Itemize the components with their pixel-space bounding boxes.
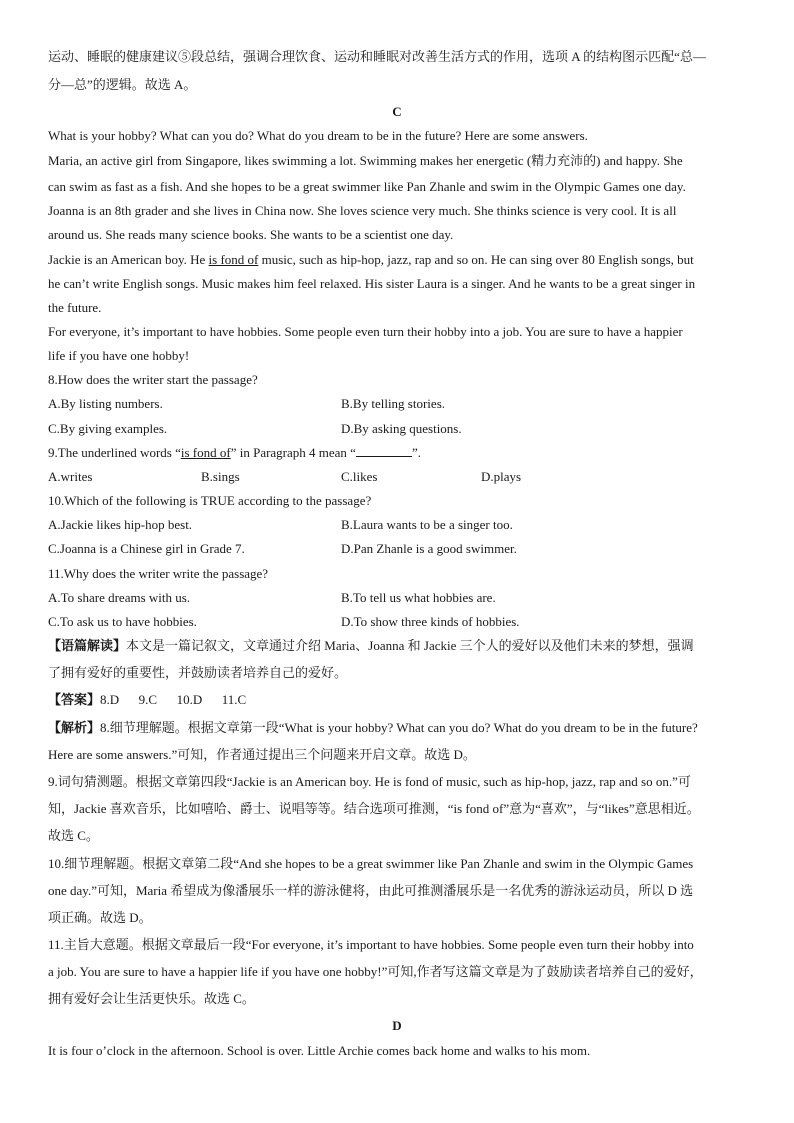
option-9a: A.writes	[48, 469, 93, 484]
analysis-line	[48, 720, 698, 736]
text-span: ”.	[411, 445, 421, 460]
option-11d: D.To show three kinds of hobbies.	[341, 614, 520, 629]
analysis-line: 10.细节理解题。根据文章第二段“And she hopes to be a great swimmer like Pan Zhanle and swim in the Olympic Games	[48, 856, 694, 871]
passage-line	[48, 252, 694, 268]
analysis-line: 11.主旨大意题。根据文章最后一段“For everyone, it’s important to have hobbies. Some people even turn their hobby into	[48, 937, 694, 952]
passage-line: Joanna is an 8th grader and she lives in China now. She loves science very much. She thinks science is very cool. It is all	[48, 203, 677, 218]
option-8a: A.By listing numbers.	[48, 396, 163, 411]
option-11a: A.To share dreams with us.	[48, 590, 191, 605]
passage-line: Maria, an active girl from Singapore, likes swimming a lot. Swimming makes her energetic (精力充沛的) and happy. She	[48, 153, 683, 168]
analysis-line	[48, 638, 694, 654]
underlined-phrase: is fond of	[180, 445, 231, 460]
text-span: Jackie is an American boy. He	[48, 252, 209, 267]
option-11b: B.To tell us what hobbies are.	[341, 590, 496, 605]
passage-line: he can’t write English songs. Music makes him feel relaxed. His sister Laura is a singer. And he wants to be a great singer in	[48, 276, 696, 291]
option-8d: D.By asking questions.	[341, 421, 462, 436]
passage-line: What is your hobby? What can you do? What do you dream to be in the future? Here are some answers.	[48, 128, 588, 143]
passage-line: For everyone, it’s important to have hobbies. Some people even turn their hobby into a job. You are sure to have a happier	[48, 324, 683, 339]
option-9b: B.sings	[201, 469, 240, 484]
analysis-line: 拥有爱好会让生活更快乐。故选 C。	[48, 991, 255, 1006]
answer-line	[48, 692, 246, 708]
analysis-line: Here are some answers.”可知，作者通过提出三个问题来开启文章。故选 D。	[48, 747, 476, 762]
text-span: ” in Paragraph 4 mean “	[230, 445, 356, 460]
text-line: 分—总”的逻辑。故选 A。	[48, 77, 197, 92]
option-11c: C.To ask us to have hobbies.	[48, 614, 197, 629]
label-jiexi: 【解析】	[48, 720, 101, 735]
question-9	[48, 445, 421, 461]
underlined-phrase: is fond of	[208, 252, 259, 267]
answer-blank	[356, 446, 412, 457]
option-8c: C.By giving examples.	[48, 421, 168, 436]
text-span: 本文是一篇记叙文，文章通过介绍 Maria、Joanna 和 Jackie 三个人的爱好以及他们未来的梦想，强调	[126, 638, 694, 653]
option-9c: C.likes	[341, 469, 378, 484]
analysis-line: 项正确。故选 D。	[48, 910, 152, 925]
text-span: 8.细节理解题。根据文章第一段“What is your hobby? What can you do? What do you dream to be in the future?	[100, 720, 698, 735]
question-8: 8.How does the writer start the passage?	[48, 372, 258, 387]
option-8b: B.By telling stories.	[341, 396, 445, 411]
passage-line: can swim as fast as a fish. And she hopes to be a great swimmer like Pan Zhanle and swim in the Olympic Games one day.	[48, 179, 686, 194]
section-heading-d: D	[392, 1018, 402, 1033]
analysis-line: 9.词句猜测题。根据文章第四段“Jackie is an American boy. He is fond of music, such as hip-hop, jazz, rap and so on.”可	[48, 774, 691, 789]
analysis-line: 了拥有爱好的重要性，并鼓励读者培养自己的爱好。	[48, 665, 348, 680]
option-9d: D.plays	[481, 469, 522, 484]
label-answer: 【答案】	[48, 692, 101, 707]
option-10c: C.Joanna is a Chinese girl in Grade 7.	[48, 541, 245, 556]
question-11: 11.Why does the writer write the passage?	[48, 566, 269, 581]
passage-line: around us. She reads many science books. She wants to be a scientist one day.	[48, 227, 454, 242]
analysis-line: a job. You are sure to have a happier life if you have one hobby!”可知,作者写这篇文章是为了鼓励读者培养自己的爱好，	[48, 964, 703, 979]
text-line: 运动、睡眠的健康建议⑤段总结，强调合理饮食、运动和睡眠对改善生活方式的作用，选项 A 的结构图示匹配“总—	[48, 49, 706, 64]
passage-line: It is four o’clock in the afternoon. School is over. Little Archie comes back home and walks to his mom.	[48, 1043, 591, 1058]
option-10b: B.Laura wants to be a singer too.	[341, 517, 513, 532]
label-yupian: 【语篇解读】	[48, 638, 127, 653]
analysis-line: 知，Jackie 喜欢音乐，比如嘻哈、爵士、说唱等等。结合选项可推测，“is fond of”意为“喜欢”，与“likes”意思相近。	[48, 801, 700, 816]
option-10d: D.Pan Zhanle is a good swimmer.	[341, 541, 517, 556]
text-span: 9.The underlined words “	[48, 445, 181, 460]
text-span: music, such as hip-hop, jazz, rap and so on. He can sing over 80 English songs, but	[258, 252, 694, 267]
passage-line: the future.	[48, 300, 102, 315]
analysis-line: 故选 C。	[48, 828, 99, 843]
section-heading-c: C	[392, 104, 402, 119]
passage-line: life if you have one hobby!	[48, 348, 190, 363]
analysis-line: one day.”可知，Maria 希望成为像潘展乐一样的游泳健将，由此可推测潘展乐是一名优秀的游泳运动员，所以 D 选	[48, 883, 694, 898]
question-10: 10.Which of the following is TRUE according to the passage?	[48, 493, 372, 508]
option-10a: A.Jackie likes hip-hop best.	[48, 517, 193, 532]
answer-key: 8.D 9.C 10.D 11.C	[100, 692, 247, 707]
